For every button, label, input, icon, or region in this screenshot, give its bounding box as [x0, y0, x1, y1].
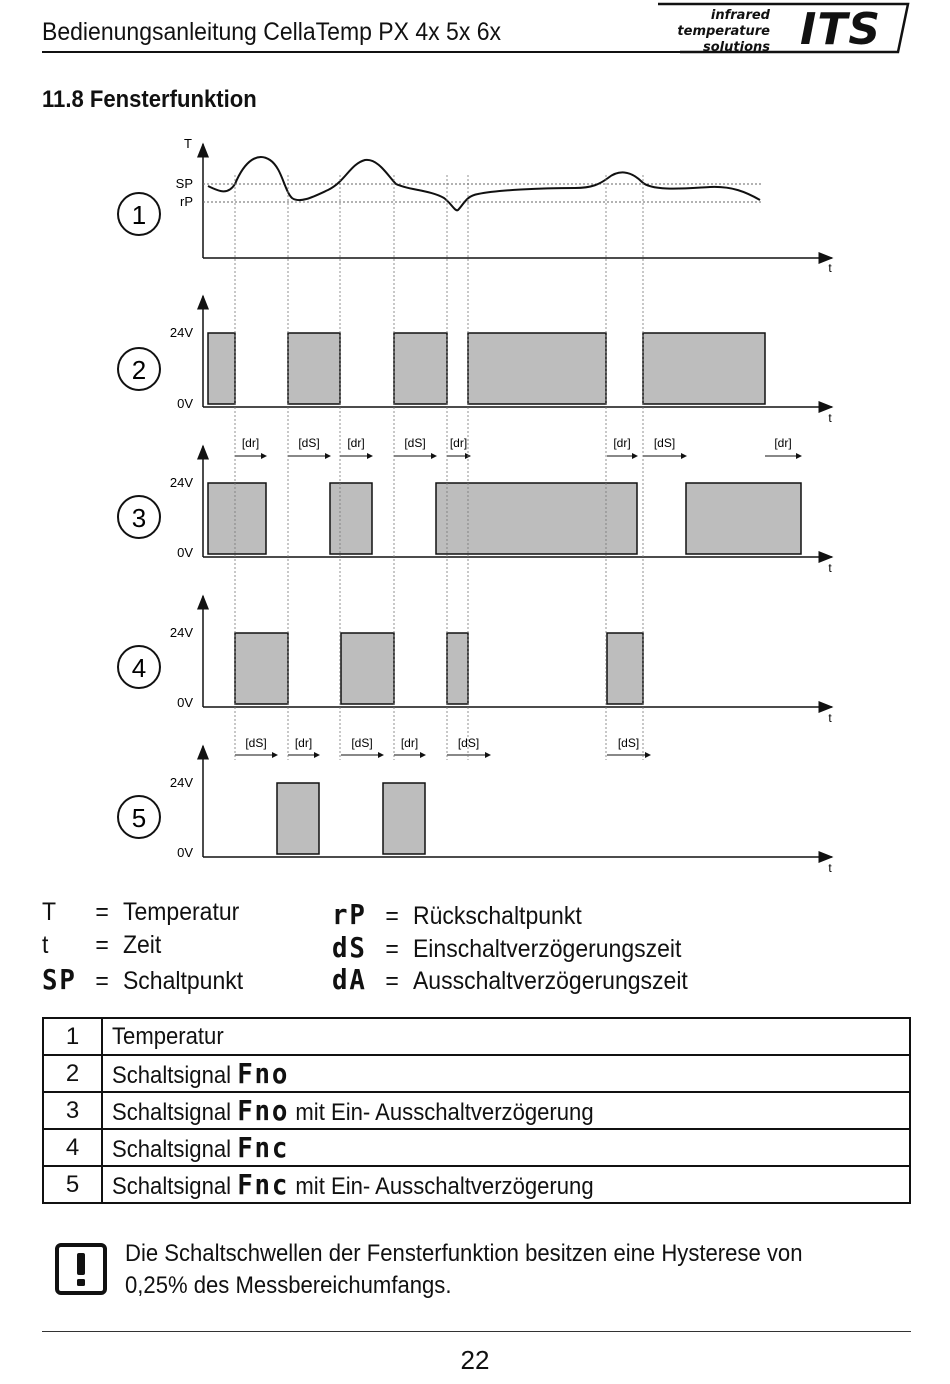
legend-symbol: SP — [42, 963, 77, 996]
legend-equals: = — [385, 902, 399, 930]
row-code: Fnc — [237, 1168, 290, 1201]
delay-label: [dS] — [351, 736, 373, 750]
delay-label: [dS] — [298, 436, 320, 450]
signal-pulse — [643, 333, 765, 404]
delay-label: [dr] — [241, 436, 260, 450]
delay-label: [dS] — [653, 436, 676, 450]
table-row — [43, 1129, 910, 1166]
panel-number: 5 — [131, 803, 147, 833]
logo-line-temperature: temperature — [677, 24, 770, 39]
panel-number: 1 — [131, 200, 147, 230]
panel-number: 4 — [131, 653, 147, 683]
legend-text: Rückschaltpunkt — [412, 902, 582, 930]
high-level-label: 24V — [169, 775, 193, 790]
legend-equals: = — [95, 898, 109, 926]
row-text: Schaltsignal — [112, 1173, 232, 1200]
signal-pulse — [436, 483, 637, 554]
table-row — [43, 1092, 910, 1129]
delay-label: [dr] — [449, 436, 468, 450]
high-level-label: 24V — [169, 625, 193, 640]
its-logo — [650, 2, 912, 56]
row-suffix: mit Ein- Ausschaltverzögerung — [295, 1173, 594, 1200]
legend-item-switch-point — [42, 963, 243, 996]
legend-item-time — [42, 931, 161, 960]
delay-label: [dS] — [404, 436, 426, 450]
legend-text: Schaltpunkt — [122, 967, 244, 995]
legend-text: Einschaltverzögerungszeit — [412, 935, 682, 963]
legend-item-off-delay — [332, 963, 688, 996]
delay-label: [dS] — [245, 736, 267, 750]
window-function-diagram — [0, 130, 950, 880]
legend-symbol: dS — [332, 931, 367, 964]
y-axis-label: T — [184, 136, 192, 151]
x-axis-label: t — [828, 561, 832, 575]
row-number: 2 — [43, 1055, 102, 1092]
row-code: Fno — [237, 1057, 290, 1090]
x-axis-label: t — [828, 861, 832, 875]
legend-item-reset-point — [332, 898, 582, 931]
high-level-label: 24V — [169, 475, 193, 490]
panel-1 — [118, 136, 832, 275]
low-level-label: 0V — [177, 695, 193, 710]
row-number: 5 — [43, 1166, 102, 1203]
legend-equals: = — [95, 967, 109, 995]
function-table — [42, 1017, 911, 1204]
row-text: Schaltsignal — [112, 1136, 232, 1163]
delay-label: [dr] — [400, 736, 419, 750]
delay-label: [dS] — [457, 736, 480, 750]
table-row — [43, 1018, 910, 1055]
signal-pulse — [235, 633, 288, 704]
panel-number: 3 — [131, 503, 147, 533]
logo-line-infrared: infrared — [710, 8, 770, 23]
legend-equals: = — [95, 931, 109, 959]
panel-number: 2 — [131, 355, 147, 385]
row-text: Temperatur — [112, 1022, 224, 1050]
signal-pulse — [607, 633, 643, 704]
delay-label: [dr] — [774, 436, 792, 450]
delay-label: [dr] — [294, 736, 313, 750]
row-suffix: mit Ein- Ausschaltverzögerung — [295, 1099, 594, 1126]
table-row — [43, 1166, 910, 1203]
signal-pulse — [447, 633, 468, 704]
table-row — [43, 1055, 910, 1092]
high-level-label: 24V — [169, 325, 193, 340]
signal-pulse — [686, 483, 801, 554]
legend-text: Temperatur — [122, 898, 240, 926]
document-title: Bedienungsanleitung CellaTemp PX 4x 5x 6x — [42, 18, 502, 46]
row-text: Schaltsignal — [112, 1062, 232, 1089]
legend-symbol: t — [42, 931, 49, 959]
logo-brand: ITS — [800, 4, 882, 55]
x-axis-label: t — [828, 711, 832, 725]
legend-text: Zeit — [122, 931, 162, 959]
low-level-label: 0V — [177, 396, 193, 411]
section-title: 11.8 Fensterfunktion — [42, 86, 257, 113]
signal-pulse — [288, 333, 340, 404]
legend-equals: = — [385, 967, 399, 995]
signal-pulse — [208, 483, 266, 554]
low-level-label: 0V — [177, 845, 193, 860]
footer-divider — [42, 1331, 911, 1332]
legend-symbol: T — [42, 898, 57, 926]
panel-3 — [118, 436, 832, 575]
panel-2 — [118, 296, 832, 425]
level-label-rp: rP — [180, 194, 193, 209]
header-divider — [42, 51, 682, 53]
x-axis-label: t — [828, 411, 832, 425]
row-number: 4 — [43, 1129, 102, 1166]
row-number: 3 — [43, 1092, 102, 1129]
legend-equals: = — [385, 935, 399, 963]
row-number: 1 — [43, 1018, 102, 1055]
signal-pulse — [468, 333, 606, 404]
level-label-sp: SP — [175, 176, 193, 191]
legend-item-temperature — [42, 898, 239, 927]
legend-symbol: dA — [332, 963, 367, 996]
signal-pulse — [383, 783, 425, 854]
delay-label: [dr] — [613, 436, 631, 450]
exclamation-icon — [55, 1243, 107, 1295]
signal-pulse — [277, 783, 319, 854]
signal-pulse — [394, 333, 447, 404]
row-code: Fno — [237, 1094, 290, 1127]
row-code: Fnc — [237, 1131, 290, 1164]
signal-pulse — [330, 483, 372, 554]
logo-line-solutions: solutions — [703, 40, 770, 55]
legend-text: Ausschaltverzögerungszeit — [412, 967, 688, 995]
legend-item-on-delay — [332, 931, 681, 964]
delay-label: [dr] — [347, 436, 365, 450]
signal-pulse — [208, 333, 235, 404]
row-text: Schaltsignal — [112, 1099, 232, 1126]
panel-4 — [118, 596, 832, 725]
signal-pulse — [341, 633, 394, 704]
delay-label: [dS] — [617, 736, 640, 750]
panel-5 — [118, 736, 832, 875]
page-number: 22 — [460, 1345, 490, 1375]
low-level-label: 0V — [177, 545, 193, 560]
legend-symbol: rP — [332, 898, 367, 931]
x-axis-label: t — [828, 261, 832, 275]
note-text: Die Schaltschwellen der Fensterfunktion besitzen eine Hysterese von 0,25% des Messbereichumfangs. — [125, 1240, 803, 1299]
